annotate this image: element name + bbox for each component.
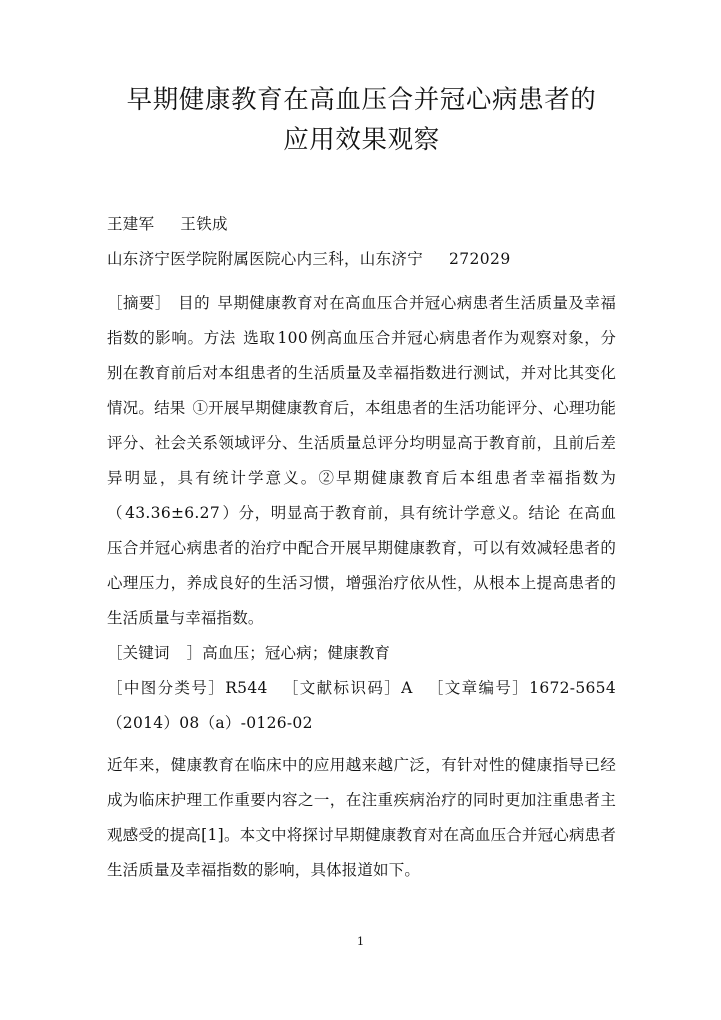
author-name-2: 王铁成: [180, 215, 228, 233]
keywords-section: [107, 636, 616, 671]
document-code-value: A: [401, 679, 413, 697]
affiliation: [107, 242, 616, 277]
abstract-happiness-index-value: 43.36±6.27: [125, 504, 220, 522]
author-name-1: 王建军: [107, 215, 155, 233]
article-id-label: ［文章编号］: [426, 679, 530, 697]
page-number: 1: [356, 934, 365, 948]
abstract-methods-text-2: 例高血压合并冠心病患者作为观察对象，分别在教育前后对本组患者的生活质量及幸福指数进行测试，并对比其变化情况。: [107, 329, 616, 417]
abstract-results-item-2-post: ）分，明显高于教育前，具有统计学意义。: [221, 504, 529, 522]
page-title: [107, 0, 616, 160]
abstract-results-item-2-pre: ②早期健康教育后本组患者幸福指数为（: [107, 469, 616, 522]
title-line-2: 应用效果观察: [283, 125, 440, 155]
author-list: [107, 160, 616, 242]
introduction-text-1: 近年来，健康教育在临床中的应用越来越广泛，有针对性的健康指导已经成为临床护理工作重要内容之一，在注重疾病治疗的同时更加注重患者主观感受的提高: [107, 756, 616, 844]
abstract-methods-label: 方法: [203, 329, 236, 347]
abstract-results-item-1: ①开展早期健康教育后，本组患者的生活功能评分、心理功能评分、社会关系领域评分、生活质量总评分均明显高于教育前，且前后差异明显，具有统计学意义。: [107, 399, 616, 487]
document-code-label: ［文献标识码］: [281, 679, 402, 697]
affiliation-postal-code: 272029: [449, 250, 511, 268]
abstract-methods-text-1: 选取: [242, 329, 276, 347]
keywords-label: ［关键词: [107, 644, 170, 662]
title-line-1: 早期健康教育在高血压合并冠心病患者的: [126, 85, 597, 115]
clc-value: R544: [225, 679, 268, 697]
abstract-sample-size: 100: [277, 329, 309, 347]
affiliation-institution: 山东济宁医学院附属医院心内三科，山东济宁: [107, 250, 424, 268]
page-content: [107, 0, 616, 888]
keywords-terms: 高血压；冠心病；健康教育: [202, 644, 391, 662]
article-id-value: 1672-5654（2014）08（a）-0126-02: [107, 679, 616, 732]
abstract-conclusion-label: 结论: [528, 504, 561, 522]
abstract-section: [107, 277, 616, 636]
classification-section: [107, 671, 616, 741]
abstract-label: ［摘要］: [107, 294, 171, 312]
abstract-conclusion-text: 在高血压合并冠心病患者的治疗中配合开展早期健康教育，可以有效减轻患者的心理压力，养成良好的生活习惯，增强治疗依从性，从根本上提高患者的生活质量与幸福指数。: [107, 504, 616, 627]
introduction-text-2: 。本文中将探讨早期健康教育对在高血压合并冠心病患者生活质量及幸福指数的影响，具体报道如下。: [107, 826, 616, 879]
clc-label: ［中图分类号］: [107, 679, 226, 697]
keywords-label-close: ］: [186, 644, 203, 662]
abstract-results-label: 结果: [154, 399, 186, 417]
abstract-objective-text: 早期健康教育对在高血压合并冠心病患者生活质量及幸福指数的影响。: [107, 294, 616, 347]
introduction-paragraph: [107, 741, 616, 888]
reference-marker: [1]: [201, 826, 224, 844]
abstract-objective-label: 目的: [177, 294, 211, 312]
